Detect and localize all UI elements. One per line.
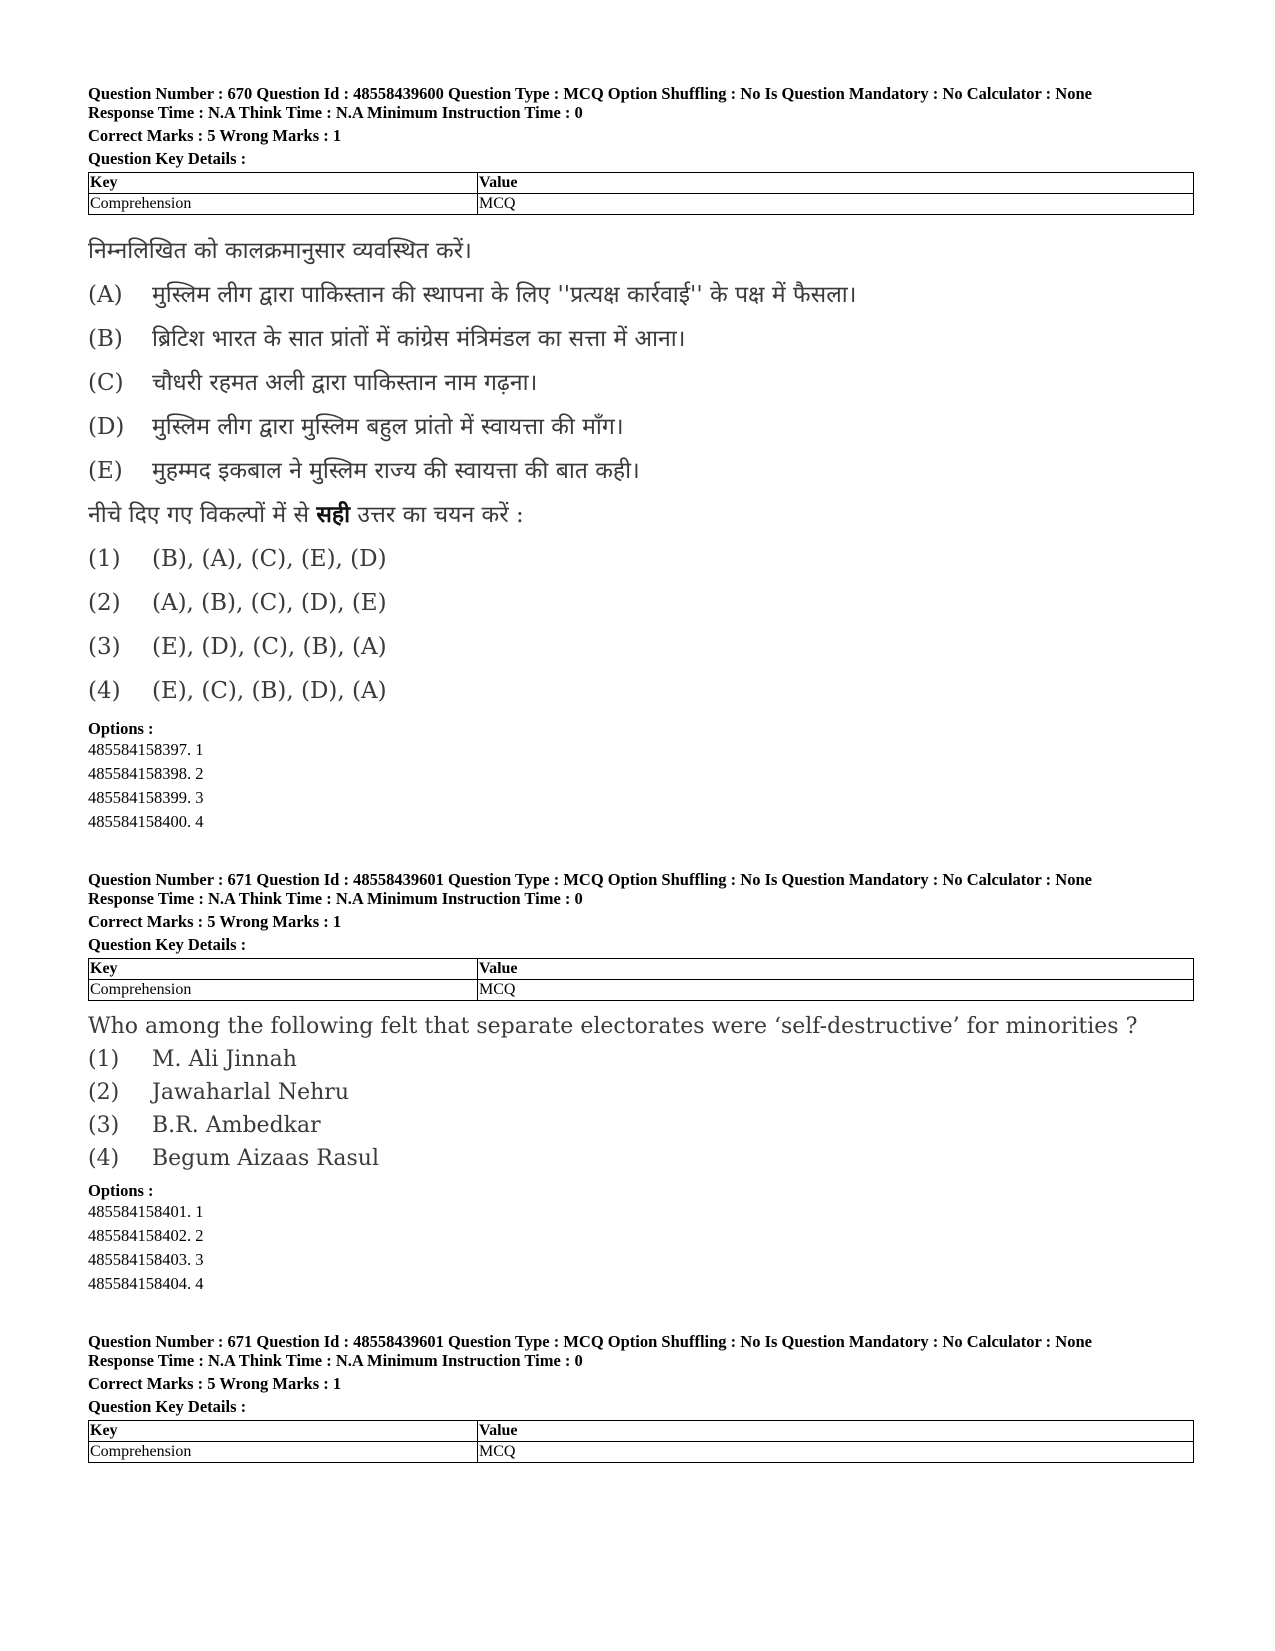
instruction-line bbox=[88, 493, 1194, 537]
question-stem bbox=[88, 229, 1194, 713]
choice-text: (E), (D), (C), (B), (A) bbox=[152, 634, 387, 660]
statement-label: (C) bbox=[88, 370, 124, 396]
key-header-cell: Key bbox=[89, 1421, 478, 1442]
choice-3 bbox=[88, 1109, 1194, 1142]
question-671-repeat bbox=[88, 1332, 1194, 1463]
statement-text: मुहम्मद इकबाल ने मुस्लिम राज्य की स्वायत्ता की बात कही। bbox=[152, 458, 640, 484]
key-header-cell: Key bbox=[89, 173, 478, 194]
question-meta-line-1: Question Number : 671 Question Id : 48558439601 Question Type : MCQ Option Shuffling : No Is Question Mandatory : No Calculator : None bbox=[88, 870, 1092, 889]
value-cell: MCQ bbox=[478, 1442, 1194, 1463]
statement-d bbox=[88, 405, 1194, 449]
stem-intro: निम्नलिखित को कालक्रमानुसार व्यवस्थित करें। bbox=[88, 238, 472, 264]
option-item: 485584158397. 1 bbox=[88, 740, 204, 759]
statement-text: मुस्लिम लीग द्वारा पाकिस्तान की स्थापना के लिए ''प्रत्यक्ष कार्रवाई'' के पक्ष में फैसला। bbox=[152, 282, 857, 308]
marks-line: Correct Marks : 5 Wrong Marks : 1 bbox=[88, 1374, 342, 1393]
choice-text: Jawaharlal Nehru bbox=[152, 1080, 349, 1105]
choice-label: (3) bbox=[88, 1113, 120, 1138]
table-header-row bbox=[89, 1421, 1194, 1442]
table-row bbox=[89, 1442, 1194, 1463]
statement-label: (D) bbox=[88, 414, 125, 440]
choice-4 bbox=[88, 1142, 1194, 1175]
table-header-row bbox=[89, 959, 1194, 980]
statement-text: चौधरी रहमत अली द्वारा पाकिस्तान नाम गढ़ना। bbox=[152, 370, 538, 396]
choice-3 bbox=[88, 625, 1194, 669]
option-item: 485584158401. 1 bbox=[88, 1202, 204, 1221]
key-details-label: Question Key Details : bbox=[88, 149, 247, 168]
question-header bbox=[88, 870, 1194, 908]
key-details-table bbox=[88, 1420, 1194, 1463]
question-stem bbox=[88, 1011, 1194, 1175]
options-label: Options : bbox=[88, 719, 154, 738]
table-header-row bbox=[89, 173, 1194, 194]
key-details-label: Question Key Details : bbox=[88, 935, 247, 954]
statement-label: (B) bbox=[88, 326, 123, 352]
choice-2 bbox=[88, 581, 1194, 625]
choice-label: (2) bbox=[88, 590, 121, 616]
document-page bbox=[88, 84, 1194, 1463]
option-item: 485584158404. 4 bbox=[88, 1274, 204, 1293]
choice-text: (A), (B), (C), (D), (E) bbox=[152, 590, 387, 616]
question-meta-line-1: Question Number : 671 Question Id : 48558439601 Question Type : MCQ Option Shuffling : No Is Question Mandatory : No Calculator : None bbox=[88, 1332, 1092, 1351]
choice-label: (2) bbox=[88, 1080, 120, 1105]
choice-label: (4) bbox=[88, 1146, 120, 1171]
statement-e bbox=[88, 449, 1194, 493]
key-cell: Comprehension bbox=[89, 1442, 478, 1463]
option-item: 485584158398. 2 bbox=[88, 764, 204, 783]
choice-text: Begum Aizaas Rasul bbox=[152, 1146, 380, 1171]
choice-text: M. Ali Jinnah bbox=[152, 1047, 297, 1072]
option-item: 485584158400. 4 bbox=[88, 812, 204, 831]
table-row bbox=[89, 194, 1194, 215]
choice-1 bbox=[88, 537, 1194, 581]
choice-1 bbox=[88, 1043, 1194, 1076]
key-header-cell: Key bbox=[89, 959, 478, 980]
statement-c bbox=[88, 361, 1194, 405]
statement-label: (A) bbox=[88, 282, 123, 308]
value-cell: MCQ bbox=[478, 194, 1194, 215]
key-details-table bbox=[88, 958, 1194, 1001]
instruction-pre: नीचे दिए गए विकल्पों में से bbox=[88, 502, 317, 528]
question-meta-line-2: Response Time : N.A Think Time : N.A Minimum Instruction Time : 0 bbox=[88, 1351, 583, 1370]
statement-text: ब्रिटिश भारत के सात प्रांतों में कांग्रेस मंत्रिमंडल का सत्ता में आना। bbox=[152, 326, 686, 352]
statement-text: मुस्लिम लीग द्वारा मुस्लिम बहुल प्रांतो में स्वायत्ता की माँग। bbox=[152, 414, 624, 440]
statement-label: (E) bbox=[88, 458, 123, 484]
marks-line: Correct Marks : 5 Wrong Marks : 1 bbox=[88, 126, 342, 145]
value-header-cell: Value bbox=[478, 173, 1194, 194]
choice-text: (E), (C), (B), (D), (A) bbox=[152, 678, 387, 704]
question-spacer bbox=[88, 1296, 1194, 1332]
question-meta-line-2: Response Time : N.A Think Time : N.A Minimum Instruction Time : 0 bbox=[88, 889, 583, 908]
question-670 bbox=[88, 84, 1194, 834]
choice-label: (1) bbox=[88, 546, 121, 572]
question-header bbox=[88, 1332, 1194, 1370]
stem-intro: Who among the following felt that separate electorates were ‘self-destructive’ for minorities ? bbox=[88, 1014, 1138, 1039]
question-671 bbox=[88, 870, 1194, 1296]
key-cell: Comprehension bbox=[89, 194, 478, 215]
value-header-cell: Value bbox=[478, 1421, 1194, 1442]
choice-label: (3) bbox=[88, 634, 121, 660]
option-item: 485584158402. 2 bbox=[88, 1226, 204, 1245]
key-details-label: Question Key Details : bbox=[88, 1397, 247, 1416]
question-meta-line-1: Question Number : 670 Question Id : 48558439600 Question Type : MCQ Option Shuffling : No Is Question Mandatory : No Calculator : None bbox=[88, 84, 1092, 103]
key-cell: Comprehension bbox=[89, 980, 478, 1001]
question-header bbox=[88, 84, 1194, 122]
statement-a bbox=[88, 273, 1194, 317]
key-details-table bbox=[88, 172, 1194, 215]
options-label: Options : bbox=[88, 1181, 154, 1200]
question-meta-line-2: Response Time : N.A Think Time : N.A Minimum Instruction Time : 0 bbox=[88, 103, 583, 122]
instruction-post: उत्तर का चयन करें : bbox=[350, 502, 524, 528]
option-item: 485584158399. 3 bbox=[88, 788, 204, 807]
value-header-cell: Value bbox=[478, 959, 1194, 980]
choice-4 bbox=[88, 669, 1194, 713]
question-spacer bbox=[88, 834, 1194, 870]
table-row bbox=[89, 980, 1194, 1001]
choice-text: B.R. Ambedkar bbox=[152, 1113, 321, 1138]
choice-2 bbox=[88, 1076, 1194, 1109]
marks-line: Correct Marks : 5 Wrong Marks : 1 bbox=[88, 912, 342, 931]
choice-label: (4) bbox=[88, 678, 121, 704]
option-item: 485584158403. 3 bbox=[88, 1250, 204, 1269]
value-cell: MCQ bbox=[478, 980, 1194, 1001]
choice-text: (B), (A), (C), (E), (D) bbox=[152, 546, 387, 572]
statement-b bbox=[88, 317, 1194, 361]
instruction-bold: सही bbox=[316, 501, 351, 528]
choice-label: (1) bbox=[88, 1047, 120, 1072]
